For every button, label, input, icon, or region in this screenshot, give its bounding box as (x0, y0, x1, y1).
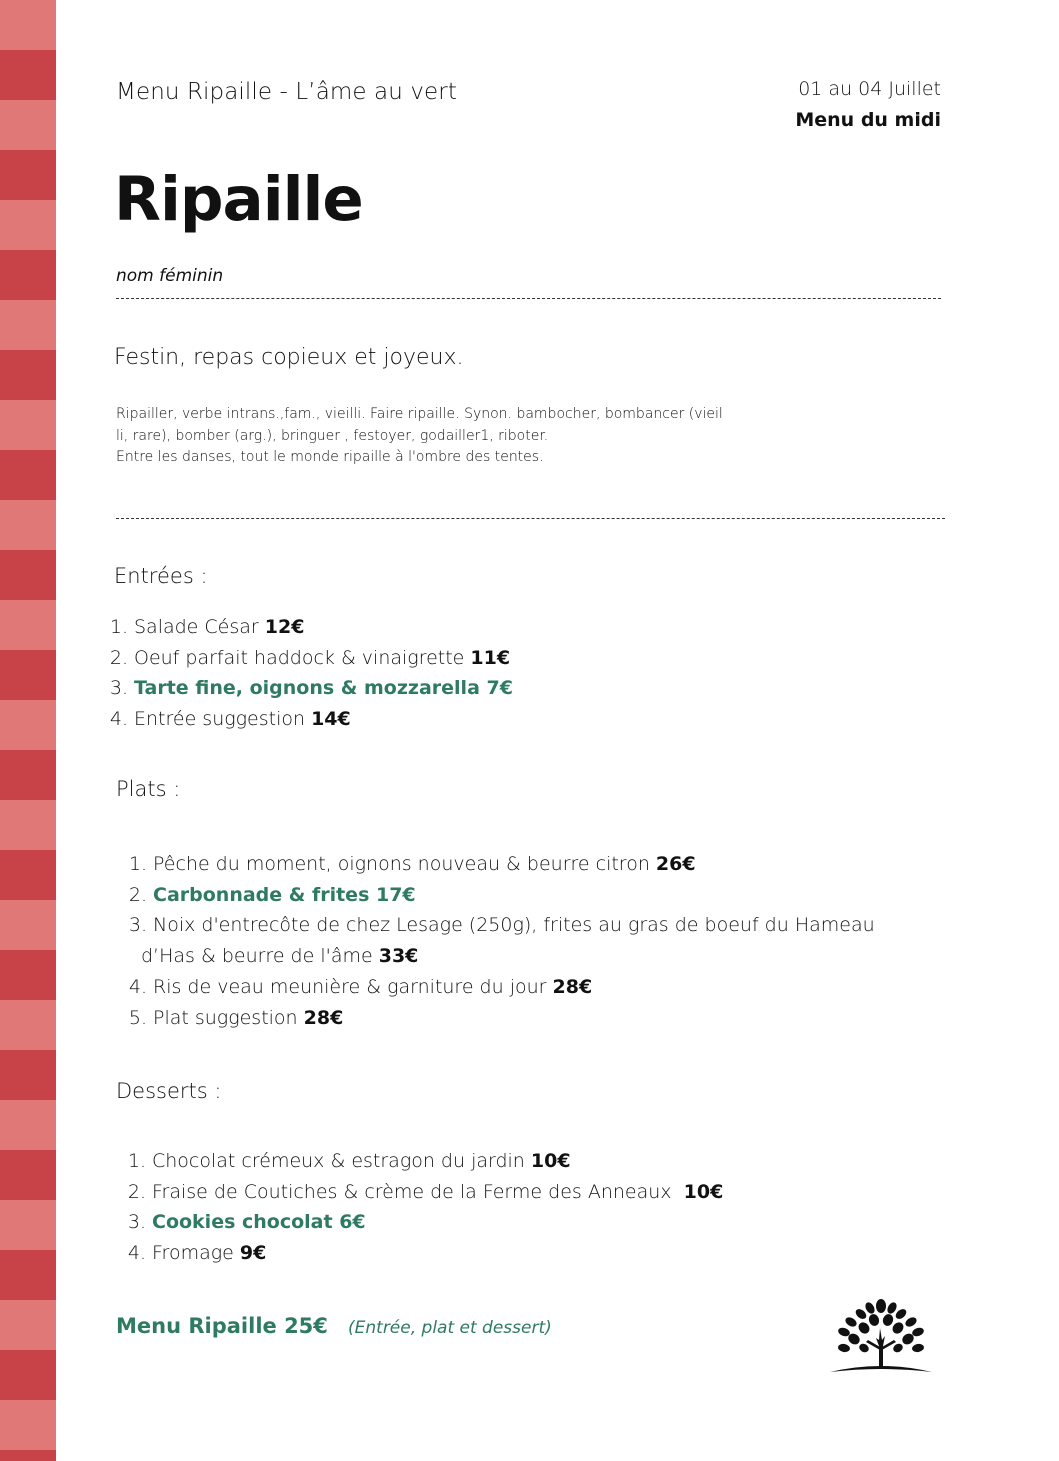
dashed-divider-top (116, 298, 941, 299)
plats-title: Plats : (116, 777, 181, 801)
tree-icon (826, 1298, 936, 1378)
definition: Festin, repas copieux et joyeux. (114, 345, 464, 370)
entrees-title: Entrées : (114, 564, 208, 588)
usage-line: Ripailler, verbe intrans.,fam., vieilli. Faire ripaille. Synon. bambocher, bombancer (vieil (116, 406, 723, 422)
usage-line: li, rare), bomber (arg.), bringuer , festoyer, godailler1, riboter. (116, 427, 549, 444)
list-item: 4. Entrée suggestion 14€ (109, 708, 351, 731)
header-date: 01 au 04 Juillet (798, 78, 941, 100)
list-item-highlight: 3. Tarte fine, oignons & mozzarella 7€ (109, 677, 513, 700)
menu-total: Menu Ripaille 25€ (116, 1314, 328, 1338)
list-item: 1. Pêche du moment, oignons nouveau & beurre citron 26€ (128, 853, 696, 875)
checkered-border-stripe (0, 0, 56, 1461)
plats-list (127, 849, 875, 1033)
list-item-highlight: 3. Cookies chocolat 6€ (127, 1211, 366, 1234)
header-title: Menu Ripaille - L’âme au vert (116, 79, 457, 105)
list-item-highlight: 2. Carbonnade & frites 17€ (128, 883, 416, 906)
header-service: Menu du midi (795, 109, 941, 131)
list-item: 2. Oeuf parfait haddock & vinaigrette 11€ (109, 646, 511, 669)
list-item: 1. Salade César 12€ (109, 616, 305, 638)
desserts-title: Desserts : (116, 1079, 222, 1103)
page-title: Ripaille (114, 164, 363, 235)
list-item: 4. Fromage 9€ (127, 1242, 267, 1265)
word-class: nom féminin (116, 266, 224, 286)
list-item: 1. Chocolat crémeux & estragon du jardin 10€ (127, 1150, 571, 1172)
usage-text (116, 404, 816, 469)
list-item: 3. Noix d'entrecôte de chez Lesage (250g), frites au gras de boeuf du Hameau d’Has & beurre de l'âme 33€ (128, 914, 875, 968)
list-item: 5. Plat suggestion 28€ (128, 1006, 344, 1029)
dashed-divider-bottom (116, 518, 945, 519)
list-item: 2. Fraise de Coutiches & crème de la Ferme des Anneaux 10€ (127, 1180, 724, 1203)
usage-line: Entre les danses, tout le monde ripaille à l'ombre des tentes. (116, 449, 544, 465)
list-item: 4. Ris de veau meunière & garniture du jour 28€ (128, 975, 593, 998)
menu-total-note: (Entrée, plat et dessert) (348, 1318, 552, 1338)
desserts-list (126, 1146, 723, 1269)
entrees-list (108, 612, 513, 735)
